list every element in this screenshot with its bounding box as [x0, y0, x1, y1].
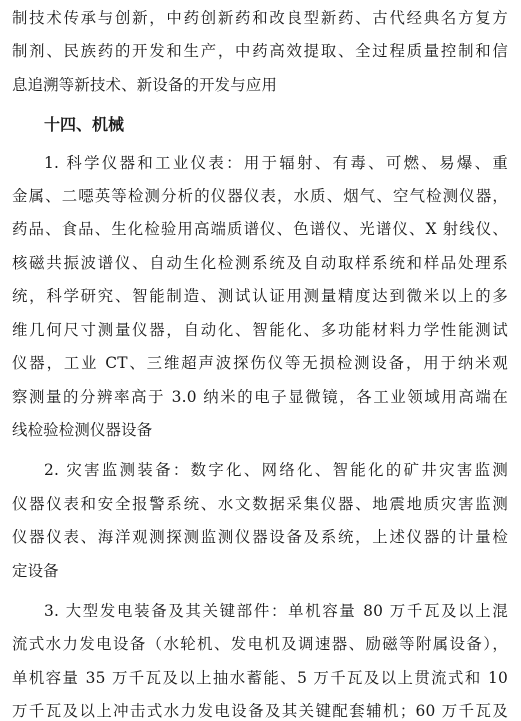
paragraph-line: 核磁共振波谱仪、自动生化检测系统及自动取样系统和样品处理系	[12, 254, 508, 272]
paragraph-line: 定设备	[12, 562, 59, 580]
paragraph-line: 2. 灾害监测装备：数字化、网络化、智能化的矿井灾害监测	[44, 461, 508, 479]
paragraph-line: 流式水力发电设备（水轮机、发电机及调速器、励磁等附属设备），	[12, 635, 508, 653]
section-heading: 十四、机械	[44, 115, 125, 134]
paragraph-line: 仪器，工业 CT、三维超声波探伤仪等无损检测设备，用于纳米观	[12, 354, 508, 372]
paragraph-line: 仪器仪表和安全报警系统、水文数据采集仪器、地震地质灾害监测	[12, 495, 508, 513]
paragraph-line: 制剂、民族药的开发和生产，中药高效提取、全过程质量控制和信	[12, 42, 508, 60]
paragraph-line: 线检验检测仪器设备	[12, 421, 153, 439]
paragraph-line: 统，科学研究、智能制造、测试认证用测量精度达到微米以上的多	[12, 287, 508, 305]
paragraph-line: 药品、食品、生化检验用高端质谱仪、色谱仪、光谱仪、X 射线仪、	[12, 220, 508, 238]
paragraph-line: 察测量的分辨率高于 3.0 纳米的电子显微镜，各工业领域用高端在	[12, 388, 508, 406]
paragraph-line: 单机容量 35 万千瓦及以上抽水蓄能、5 万千瓦及以上贯流式和 10	[12, 669, 508, 687]
paragraph-line: 1. 科学仪器和工业仪表：用于辐射、有毒、可燃、易爆、重	[44, 154, 508, 172]
paragraph-line: 金属、二噁英等检测分析的仪器仪表，水质、烟气、空气检测仪器，	[12, 187, 508, 205]
paragraph-line: 制技术传承与创新，中药创新药和改良型新药、古代经典名方复方	[12, 9, 508, 27]
paragraph-line: 仪器仪表、海洋观测探测监测仪器设备及系统，上述仪器的计量检	[12, 528, 508, 546]
paragraph-line: 维几何尺寸测量仪器，自动化、智能化、多功能材料力学性能测试	[12, 321, 508, 339]
paragraph-line: 万千瓦及以上冲击式水力发电设备及其关键配套辅机；60 万千瓦及	[12, 702, 508, 720]
paragraph-line: 3. 大型发电装备及其关键部件：单机容量 80 万千瓦及以上混	[44, 602, 508, 620]
paragraph-line: 息追溯等新技术、新设备的开发与应用	[12, 76, 278, 94]
